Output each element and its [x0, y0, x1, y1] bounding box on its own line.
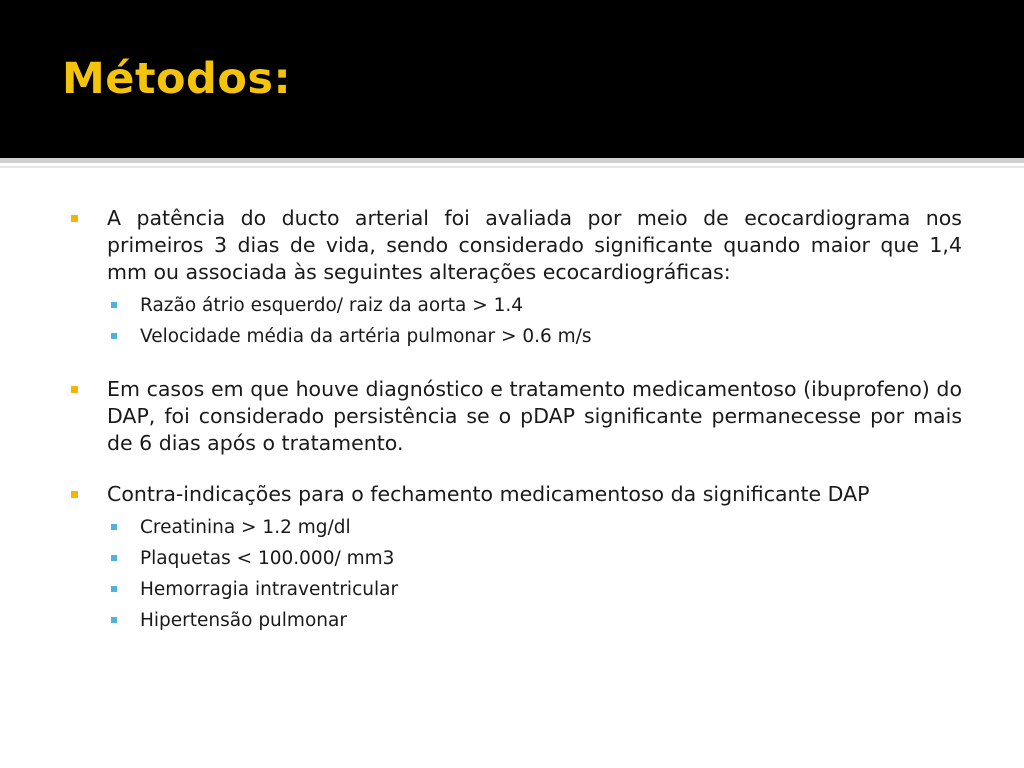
square-bullet-icon: [111, 586, 117, 592]
square-bullet-icon: [71, 491, 78, 498]
sub-item: [62, 512, 962, 543]
square-bullet-icon: [111, 302, 117, 308]
square-bullet-icon: [111, 333, 117, 339]
sub-list-1: [62, 290, 962, 352]
bullet-text: A patência do ducto arterial foi avaliada por meio de ecocardiograma nos primeiros 3 dias de vida, sendo considerado significante quando maior que 1,4 mm ou associada às seguintes alterações ecocardiográficas:: [107, 206, 962, 284]
title-divider-secondary: [0, 166, 1024, 168]
sub-item: [62, 574, 962, 605]
sub-item-text: Hemorragia intraventricular: [140, 579, 399, 600]
slide-title: Métodos:: [62, 54, 292, 104]
bullet-text: Em casos em que houve diagnóstico e tratamento medicamentoso (ibuprofeno) do DAP, foi considerado persistência se o pDAP significante permanecesse por mais de 6 dias após o tratamento.: [107, 377, 962, 455]
sub-item-text: Plaquetas < 100.000/ mm3: [140, 548, 395, 569]
square-bullet-icon: [111, 555, 117, 561]
sub-item-text: Velocidade média da artéria pulmonar > 0.6 m/s: [140, 326, 592, 347]
sub-item: [62, 605, 962, 636]
sub-item-text: Razão átrio esquerdo/ raiz da aorta > 1.4: [140, 295, 524, 316]
square-bullet-icon: [111, 617, 117, 623]
bullet-item-2: [62, 376, 962, 457]
title-bar: [0, 0, 1024, 158]
sub-item-text: Creatinina > 1.2 mg/dl: [140, 517, 351, 538]
bullet-item-1: [62, 205, 962, 286]
sub-item: [62, 543, 962, 574]
sub-item-text: Hipertensão pulmonar: [140, 610, 347, 631]
bullet-item-3: [62, 481, 962, 508]
bullet-text: Contra-indicações para o fechamento medicamentoso da significante DAP: [107, 482, 870, 506]
sub-list-3: [62, 512, 962, 636]
title-divider: [0, 158, 1024, 163]
square-bullet-icon: [71, 386, 78, 393]
square-bullet-icon: [111, 524, 117, 530]
square-bullet-icon: [71, 215, 78, 222]
sub-item: [62, 321, 962, 352]
slide-content: [62, 205, 962, 636]
sub-item: [62, 290, 962, 321]
